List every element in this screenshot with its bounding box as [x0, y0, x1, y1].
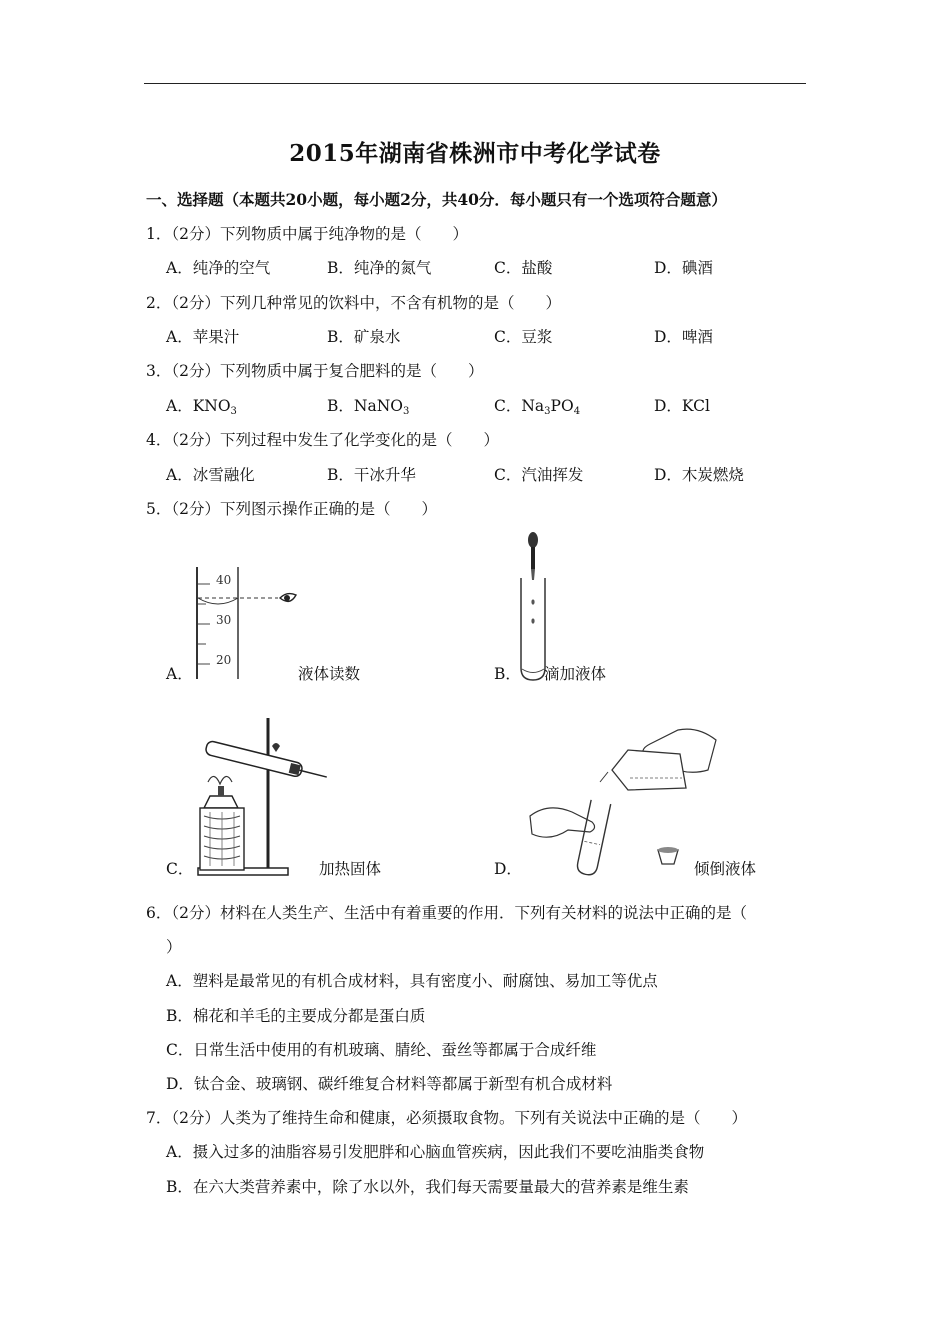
- section-heading: 一、选择题（本题共20小题，每小题2分，共40分．每小题只有一个选项符合题意）: [146, 190, 727, 209]
- question-6-stem-cont: ）: [166, 938, 182, 956]
- eye-icon: [280, 594, 296, 602]
- cylinder-tick-30: 30: [216, 613, 232, 627]
- q6-option-d: D．钛合金、玻璃钢、碳纤维复合材料等都属于新型有机合成材料: [166, 1075, 613, 1093]
- q5-option-a: A．: [166, 665, 193, 683]
- figure-d-caption: 倾倒液体: [694, 860, 757, 878]
- q7-option-a: A．摄入过多的油脂容易引发肥胖和心脑血管疾病，因此我们不要吃油脂类食物: [166, 1143, 705, 1161]
- q5-option-d: D．: [494, 860, 522, 878]
- q3-option-d: D．KCl: [654, 397, 710, 415]
- q1-option-c: C．盐酸: [494, 259, 553, 277]
- q6-option-c: C．日常生活中使用的有机玻璃、腈纶、蚕丝等都属于合成纤维: [166, 1041, 597, 1059]
- q3-option-b: B．NaNO$_3$: [327, 397, 410, 417]
- header-rule: [144, 83, 806, 84]
- q1-option-a: A．纯净的空气: [166, 259, 271, 277]
- page-title: 2015年湖南省株洲市中考化学试卷: [289, 140, 661, 167]
- figure-pouring-liquid: [528, 724, 728, 879]
- cylinder-tick-20: 20: [216, 653, 232, 667]
- q4-option-c: C．汽油挥发: [494, 466, 584, 484]
- question-1-stem: 1．（2分）下列物质中属于纯净物的是（ ）: [146, 225, 468, 243]
- q5-option-c: C．: [166, 860, 194, 878]
- q6-option-a: A．塑料是最常见的有机合成材料，具有密度小、耐腐蚀、易加工等优点: [166, 972, 658, 990]
- question-2-stem: 2．（2分）下列几种常见的饮料中，不含有机物的是（ ）: [146, 294, 561, 312]
- question-6-stem: 6．（2分）材料在人类生产、生活中有着重要的作用．下列有关材料的说法中正确的是（: [146, 904, 747, 922]
- figure-a-caption: 液体读数: [298, 665, 361, 683]
- q4-option-d: D．木炭燃烧: [654, 466, 744, 484]
- figure-liquid-reading: [190, 562, 310, 682]
- q1-option-d: D．碘酒: [654, 259, 713, 277]
- q6-option-b: B．棉花和羊毛的主要成分都是蛋白质: [166, 1007, 426, 1025]
- bottle-stopper-icon: [658, 847, 678, 864]
- cylinder-tick-40: 40: [216, 573, 232, 587]
- q5-option-b: B．: [494, 665, 521, 683]
- q1-option-b: B．纯净的氮气: [327, 259, 432, 277]
- q4-option-b: B．干冰升华: [327, 466, 416, 484]
- q3-option-a: A．$KNO_3$: [166, 397, 237, 417]
- question-7-stem: 7．（2分）人类为了维持生命和健康，必须摄取食物。下列有关说法中正确的是（ ）: [146, 1109, 747, 1127]
- q7-option-b: B．在六大类营养素中，除了水以外，我们每天需要量最大的营养素是维生素: [166, 1178, 689, 1196]
- q2-option-a: A．苹果汁: [166, 328, 240, 346]
- figure-b-caption: 滴加液体: [544, 665, 607, 683]
- figure-heating-solid: [192, 712, 352, 880]
- q2-option-c: C．豆浆: [494, 328, 553, 346]
- q4-option-a: A．冰雪融化: [166, 466, 255, 484]
- q2-option-d: D．啤酒: [654, 328, 713, 346]
- question-4-stem: 4．（2分）下列过程中发生了化学变化的是（ ）: [146, 431, 499, 449]
- q2-option-b: B．矿泉水: [327, 328, 401, 346]
- question-5-stem: 5．（2分）下列图示操作正确的是（ ）: [146, 500, 437, 518]
- figure-c-caption: 加热固体: [319, 860, 382, 878]
- question-3-stem: 3．（2分）下列物质中属于复合肥料的是（ ）: [146, 362, 484, 380]
- q3-option-c: C．$Na_3PO_4$: [494, 397, 581, 417]
